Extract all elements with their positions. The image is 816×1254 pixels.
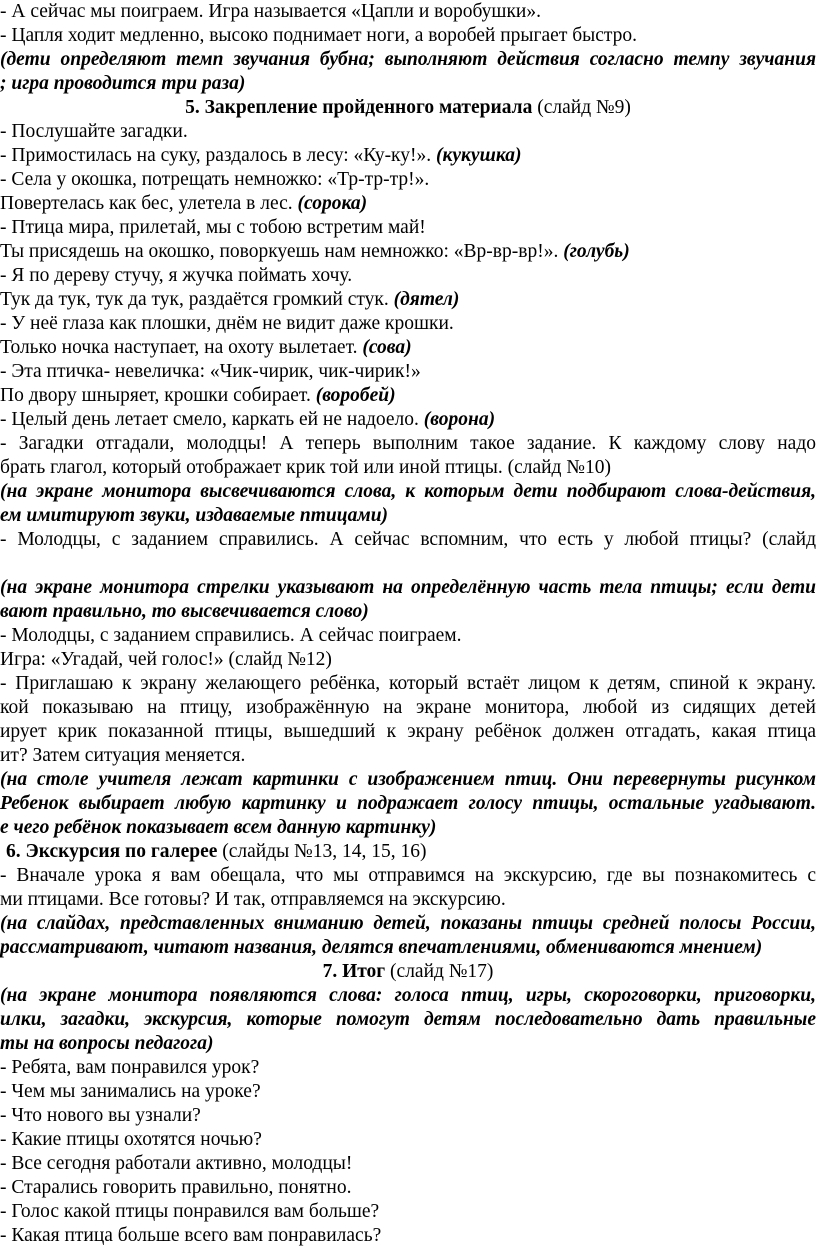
text-line	[0, 672, 816, 696]
line-text: (на экране монитора высвечиваются слова, к которым дети подбирают слова-действия,	[0, 481, 816, 502]
line-text: - Загадки отгадали, молодцы! А теперь выполним такое задание. К каждому слову надо	[0, 433, 816, 454]
line-text: илки, загадки, экскурсия, которые помогут детям последовательно дать правильные	[0, 1009, 816, 1030]
line-text: ты на вопросы педагога)	[0, 1033, 214, 1054]
line-annotation: (голубь)	[563, 241, 630, 262]
line-text: Ребенок выбирает любую картинку и подражает голосу птицы, остальные угадывают.	[0, 793, 816, 814]
text-line	[0, 192, 816, 216]
line-text: брать глагол, который отображает крик той или иной птицы. (слайд №10)	[0, 457, 611, 478]
line-text: - Приглашаю к экрану желающего ребёнка, который встаёт лицом к детям, спиной к экрану.	[0, 673, 816, 694]
text-line	[0, 480, 816, 504]
line-text: - Что нового вы узнали?	[0, 1105, 201, 1126]
text-line	[0, 984, 816, 1008]
line-text: - Ребята, вам понравился урок?	[0, 1057, 260, 1078]
line-text: - А сейчас мы поиграем. Игра называется «Цапли и воробушки».	[0, 1, 541, 22]
line-text: - У неё глаза как плошки, днём не видит даже крошки.	[0, 313, 454, 334]
line-text: (дети определяют темп звучания бубна; выполняют действия согласно темпу звучания	[0, 49, 816, 70]
text-line	[0, 216, 816, 240]
text-line	[0, 432, 816, 456]
line-text: ; игра проводится три раза)	[0, 73, 246, 94]
text-line	[0, 120, 816, 144]
text-line	[0, 864, 816, 888]
text-line	[0, 408, 816, 432]
line-annotation: (дятел)	[393, 289, 460, 310]
text-line	[0, 624, 816, 648]
line-text: - Старались говорить правильно, понятно.	[0, 1177, 352, 1198]
text-line	[0, 600, 816, 624]
text-line	[0, 456, 816, 480]
text-line	[0, 384, 816, 408]
line-annotation: (воробей)	[315, 385, 396, 406]
line-annotation: (кукушка)	[436, 145, 522, 166]
line-text: - Эта птичка- невеличка: «Чик-чирик, чик-чирик!»	[0, 361, 421, 382]
line-text: е чего ребёнок показывает всем данную картинку)	[0, 817, 437, 838]
line-text: Ты присядешь на окошко, поворкуешь нам немножко: «Вр-вр-вр!».	[0, 241, 564, 262]
text-line	[0, 768, 816, 792]
text-line	[0, 1104, 816, 1128]
line-annotation: (слайд №17)	[385, 961, 494, 982]
text-line	[0, 744, 816, 768]
text-line	[0, 960, 816, 984]
line-text: - Цапля ходит медленно, высоко поднимает ноги, а воробей прыгает быстро.	[0, 25, 638, 46]
text-line	[0, 1176, 816, 1200]
line-text: - Я по дереву стучу, я жучка поймать хочу.	[0, 265, 353, 286]
line-annotation: (слайды №13, 14, 15, 16)	[217, 841, 427, 862]
text-line	[0, 240, 816, 264]
line-text: - Какие птицы охотятся ночью?	[0, 1129, 262, 1150]
line-annotation: (сова)	[362, 337, 412, 358]
line-text: 7. Итог	[322, 961, 386, 982]
line-text: ми птицами. Все готовы? И так, отправляемся на экскурсию.	[0, 889, 506, 910]
line-text: (на экране монитора появляются слова: голоса птиц, игры, скороговорки, приговорки,	[0, 985, 816, 1006]
text-line	[0, 912, 816, 936]
text-line	[0, 72, 816, 96]
text-line	[0, 144, 816, 168]
text-line	[0, 1056, 816, 1080]
line-text: - Молодцы, с заданием справились. А сейчас поиграем.	[0, 625, 462, 646]
line-text: - Какая птица больше всего вам понравилась?	[0, 1225, 382, 1246]
line-annotation: (ворона)	[423, 409, 496, 430]
line-text: ирует крик показанной птицы, вышедший к экрану ребёнок должен отгадать, какая птица	[0, 721, 816, 742]
line-text: (на слайдах, представленных вниманию детей, показаны птицы средней полосы России,	[0, 913, 816, 934]
line-text: - Молодцы, с заданием справились. А сейчас вспомним, что есть у любой птицы? (слайд	[0, 529, 816, 550]
text-line	[0, 504, 816, 528]
text-line	[0, 1152, 816, 1176]
line-text: ит? Затем ситуация меняется.	[0, 745, 246, 766]
text-line	[0, 1080, 816, 1104]
line-annotation: (слайд №9)	[532, 97, 631, 118]
text-line	[0, 24, 816, 48]
line-annotation: (сорока)	[297, 193, 368, 214]
line-text: - Примостилась на суку, раздалось в лесу: «Ку-ку!».	[0, 145, 436, 166]
text-line	[0, 696, 816, 720]
line-text: Повертелась как бес, улетела в лес.	[0, 193, 298, 214]
line-text: 6. Экскурсия по галерее	[6, 841, 218, 862]
line-text: - Села у окошка, потрещать немножко: «Тр-тр-тр!».	[0, 169, 430, 190]
line-text: Игра: «Угадай, чей голос!» (слайд №12)	[0, 649, 332, 670]
text-line	[0, 552, 816, 576]
text-line	[0, 1008, 816, 1032]
text-line	[0, 312, 816, 336]
text-line	[0, 576, 816, 600]
text-line	[0, 168, 816, 192]
text-line	[0, 1224, 816, 1248]
line-text: 5. Закрепление пройденного материала	[185, 97, 533, 118]
text-line	[0, 792, 816, 816]
line-text: кой показываю на птицу, изображённую на экране монитора, любой из сидящих детей	[0, 697, 816, 718]
text-line	[0, 888, 816, 912]
text-line	[0, 936, 816, 960]
text-line	[0, 336, 816, 360]
text-line	[0, 816, 816, 840]
text-line	[0, 648, 816, 672]
line-text: Тук да тук, тук да тук, раздаётся громкий стук.	[0, 289, 394, 310]
text-line	[0, 360, 816, 384]
text-line	[0, 840, 816, 864]
line-text: вают правильно, то высвечивается слово)	[0, 601, 369, 622]
line-text: - Птица мира, прилетай, мы с тобою встретим май!	[0, 217, 426, 238]
text-line	[0, 288, 816, 312]
text-line	[0, 720, 816, 744]
line-text: - Все сегодня работали активно, молодцы!	[0, 1153, 353, 1174]
line-text: (на столе учителя лежат картинки с изображением птиц. Они перевернуты рисунком	[0, 769, 816, 790]
text-line	[0, 528, 816, 552]
line-text: - Вначале урока я вам обещала, что мы отправимся на экскурсию, где вы познакомитесь с	[0, 865, 816, 886]
text-line	[0, 264, 816, 288]
text-line	[0, 0, 816, 24]
line-text: - Послушайте загадки.	[0, 121, 188, 142]
text-line	[0, 1032, 816, 1056]
text-line	[0, 1128, 816, 1152]
line-text: - Голос какой птицы понравился вам больше?	[0, 1201, 380, 1222]
text-line	[0, 96, 816, 120]
line-text: - Чем мы занимались на уроке?	[0, 1081, 261, 1102]
text-line	[0, 48, 816, 72]
text-line	[0, 1200, 816, 1224]
line-text: (на экране монитора стрелки указывают на определённую часть тела птицы; если дети	[0, 577, 816, 598]
line-text: - Целый день летает смело, каркать ей не надоело.	[0, 409, 424, 430]
line-text: ем имитируют звуки, издаваемые птицами)	[0, 505, 389, 526]
line-text: Только ночка наступает, на охоту вылетает.	[0, 337, 363, 358]
line-text: рассматривают, читают названия, делятся впечатлениями, обмениваются мнением)	[0, 937, 763, 958]
line-text: По двору шныряет, крошки собирает.	[0, 385, 316, 406]
